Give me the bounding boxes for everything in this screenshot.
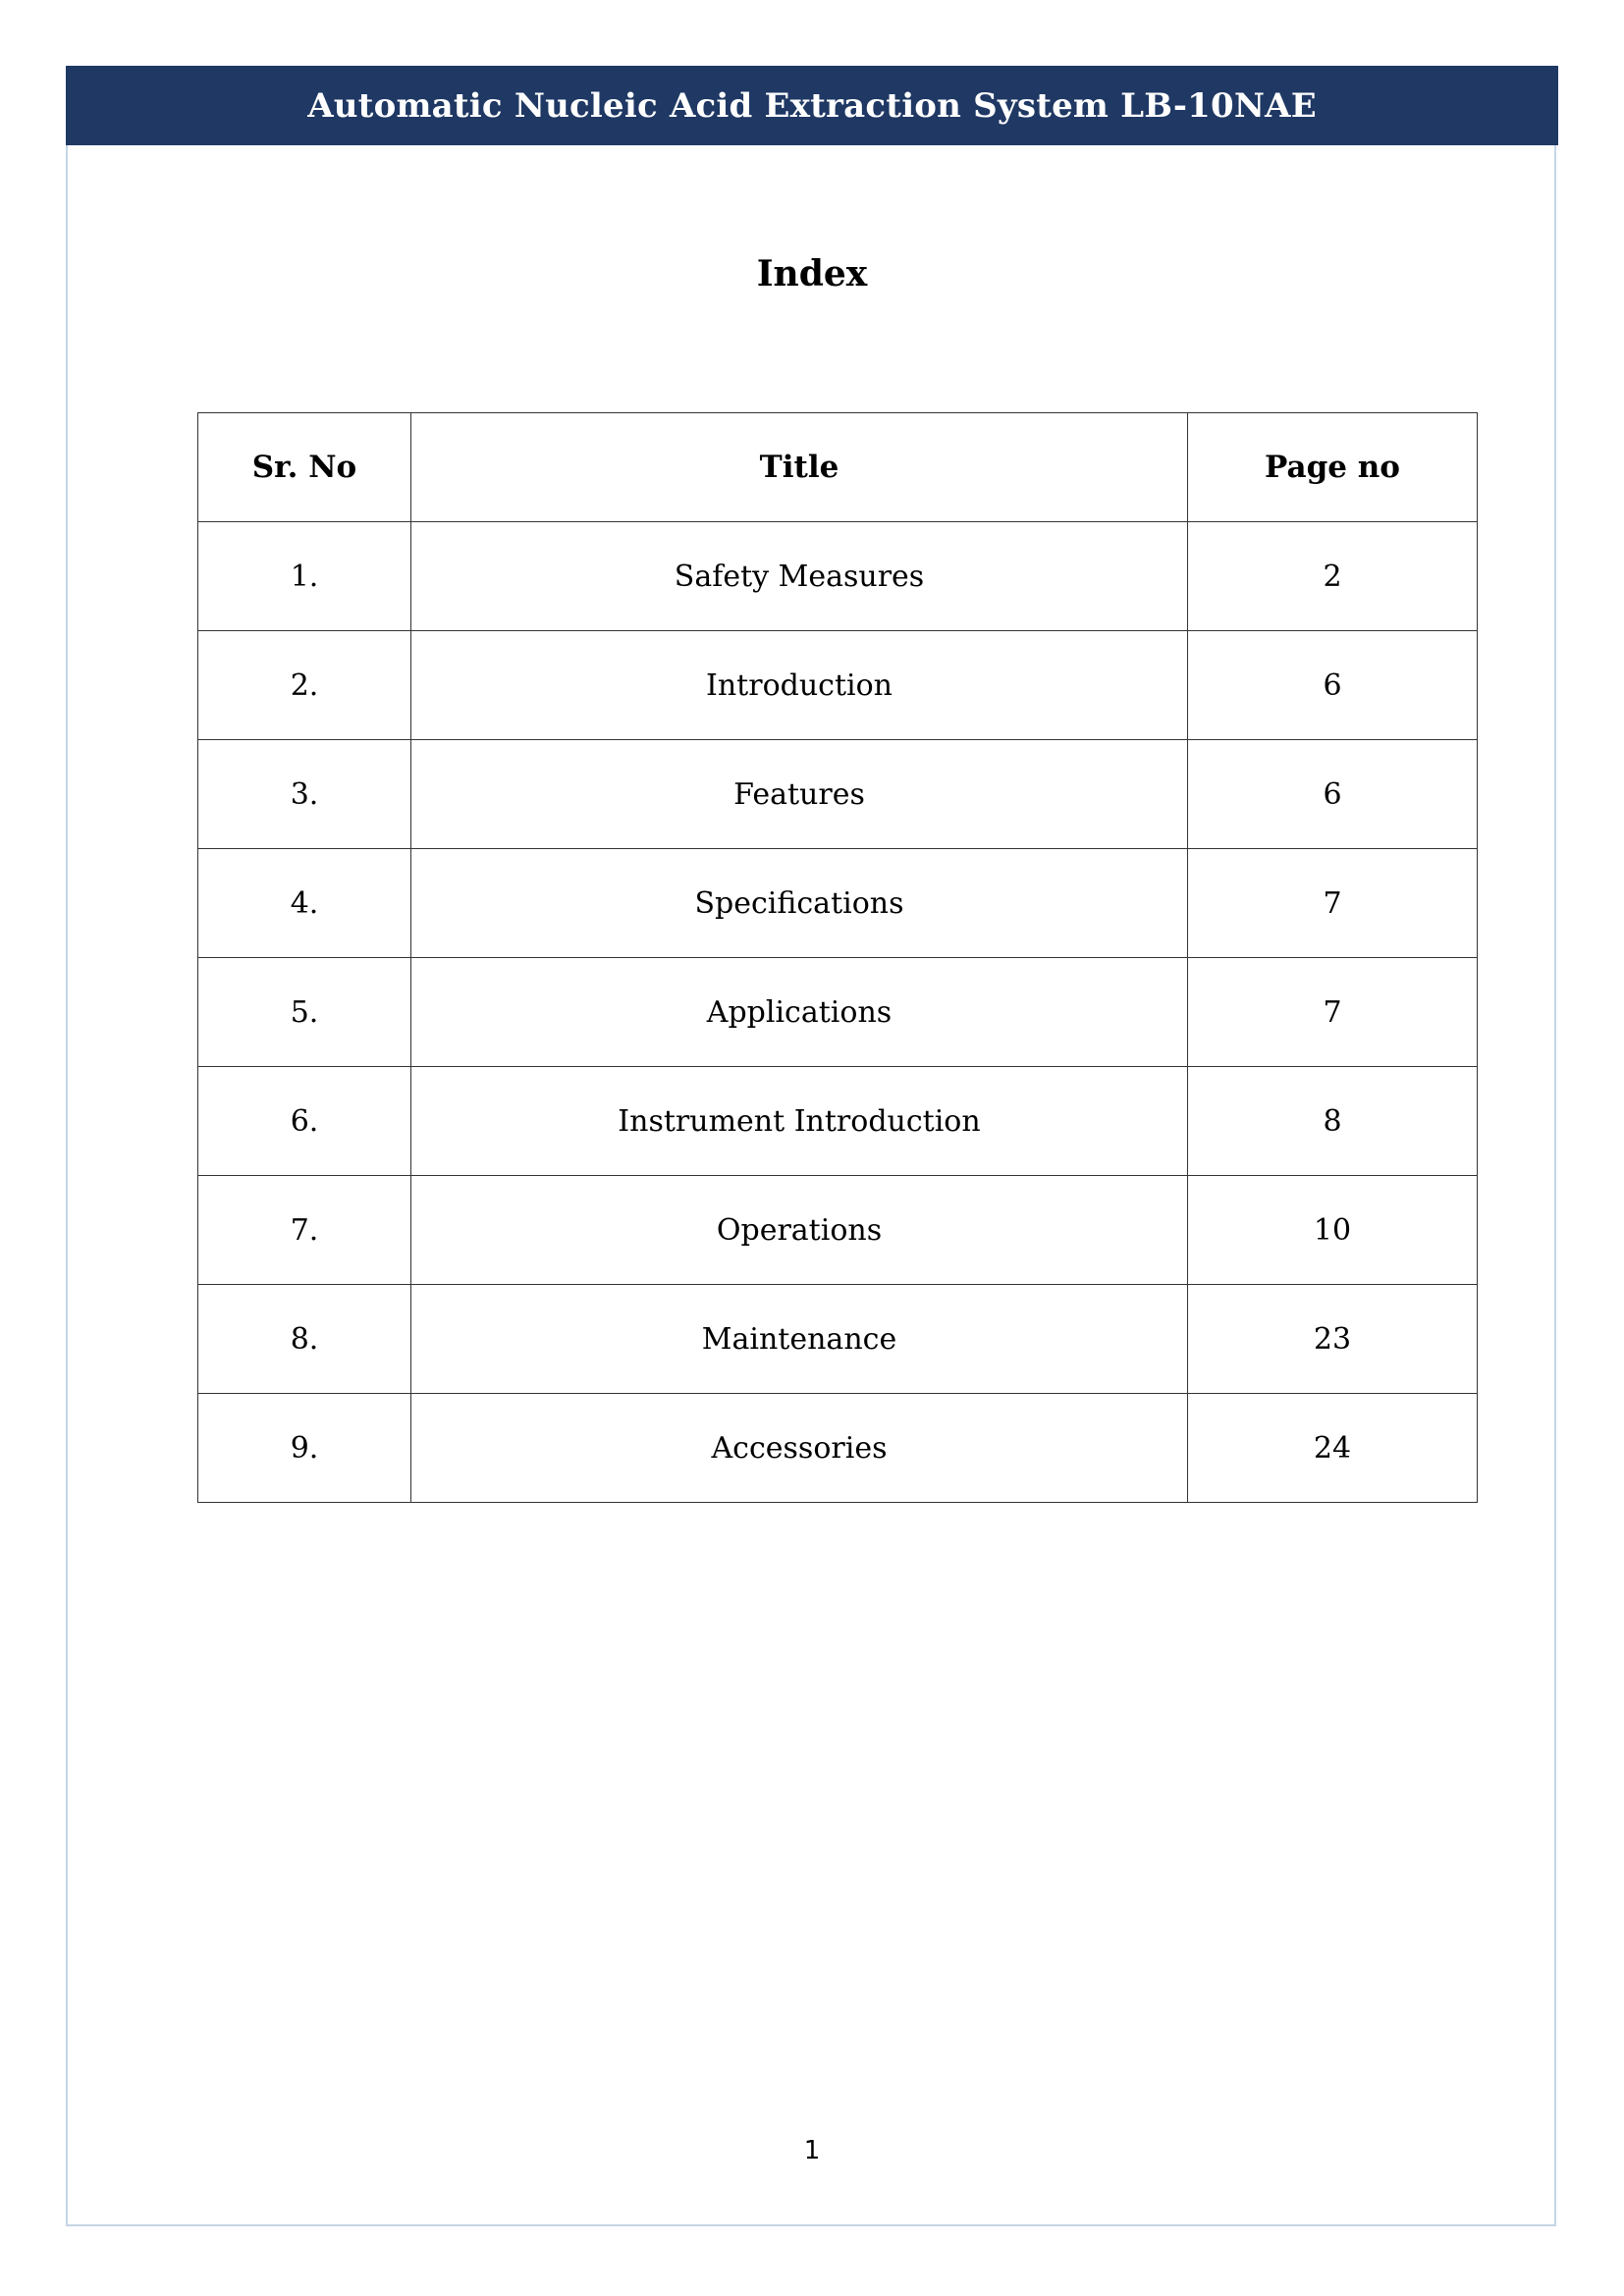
cell-title: Specifications [411, 849, 1188, 958]
cell-page-no: 7 [1188, 958, 1478, 1067]
table-row [198, 1067, 1478, 1176]
column-header-sr-no: Sr. No [198, 413, 411, 522]
cell-sr-no: 3. [198, 740, 411, 849]
column-header-page-no: Page no [1188, 413, 1478, 522]
table-row [198, 522, 1478, 631]
document-title: Automatic Nucleic Acid Extraction System LB-10NAE [307, 85, 1317, 126]
cell-page-no: 24 [1188, 1394, 1478, 1503]
table-row [198, 849, 1478, 958]
cell-page-no: 6 [1188, 740, 1478, 849]
cell-title: Introduction [411, 631, 1188, 740]
cell-page-no: 10 [1188, 1176, 1478, 1285]
cell-page-no: 8 [1188, 1067, 1478, 1176]
cell-title: Safety Measures [411, 522, 1188, 631]
cell-sr-no: 2. [198, 631, 411, 740]
cell-sr-no: 5. [198, 958, 411, 1067]
table-row [198, 740, 1478, 849]
cell-title: Instrument Introduction [411, 1067, 1188, 1176]
cell-title: Applications [411, 958, 1188, 1067]
page-number: 1 [803, 2136, 821, 2165]
cell-sr-no: 1. [198, 522, 411, 631]
cell-page-no: 6 [1188, 631, 1478, 740]
table-row [198, 631, 1478, 740]
column-header-title: Title [411, 413, 1188, 522]
cell-page-no: 7 [1188, 849, 1478, 958]
cell-title: Maintenance [411, 1285, 1188, 1394]
cell-sr-no: 9. [198, 1394, 411, 1503]
table-row [198, 1394, 1478, 1503]
cell-title: Features [411, 740, 1188, 849]
cell-page-no: 23 [1188, 1285, 1478, 1394]
cell-sr-no: 8. [198, 1285, 411, 1394]
cell-page-no: 2 [1188, 522, 1478, 631]
table-row [198, 958, 1478, 1067]
cell-sr-no: 7. [198, 1176, 411, 1285]
header-band [66, 66, 1558, 145]
cell-title: Operations [411, 1176, 1188, 1285]
table-row [198, 1176, 1478, 1285]
index-heading: Index [756, 253, 868, 294]
cell-sr-no: 6. [198, 1067, 411, 1176]
table-header-row [198, 413, 1478, 522]
cell-title: Accessories [411, 1394, 1188, 1503]
index-table [197, 412, 1478, 1503]
cell-sr-no: 4. [198, 849, 411, 958]
table-row [198, 1285, 1478, 1394]
